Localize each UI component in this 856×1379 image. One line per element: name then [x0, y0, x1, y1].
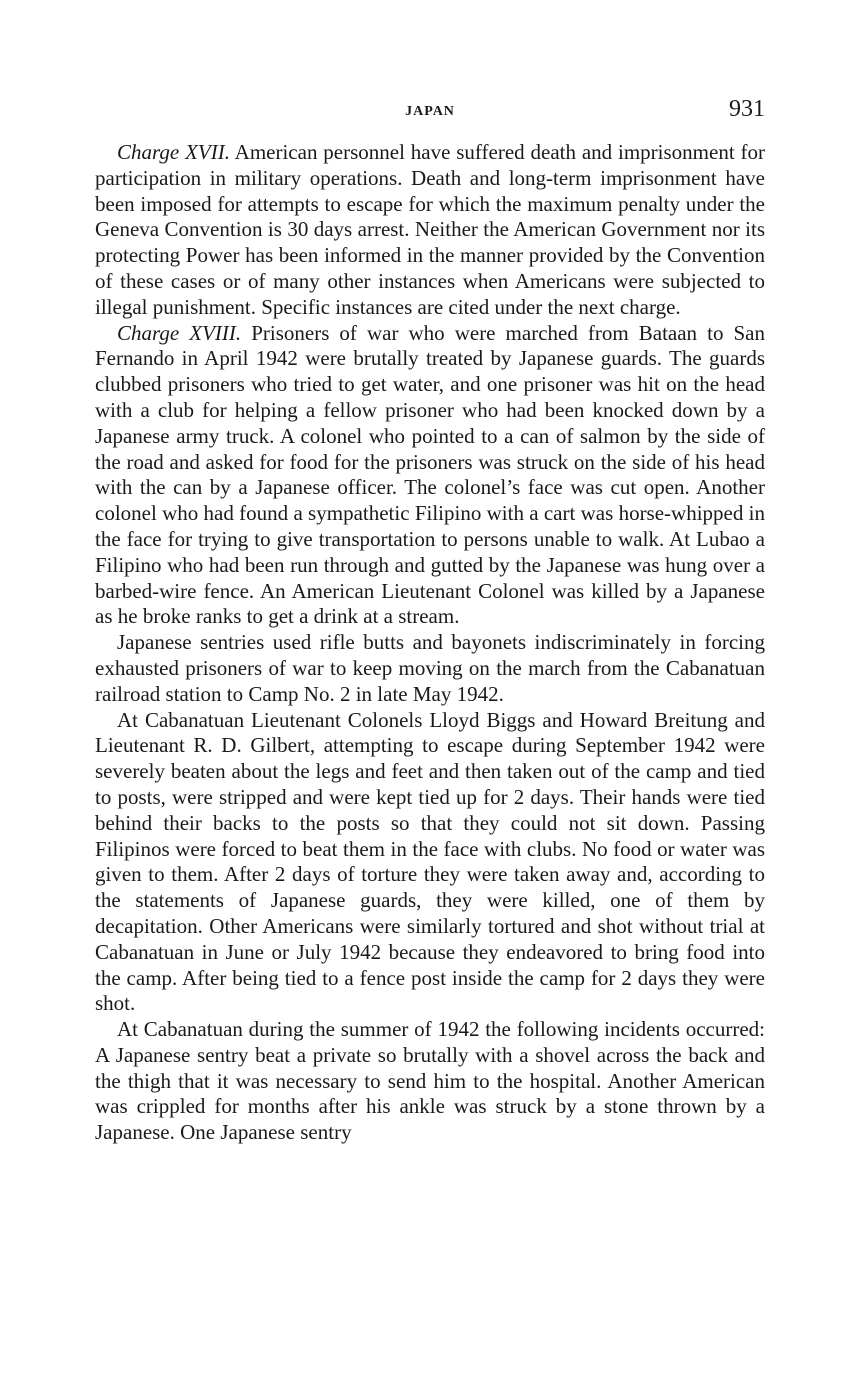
paragraph: At Cabanatuan Lieutenant Colonels Lloyd Biggs and Howard Breitung and Lieutenant R. D. Gilbert, attempting to escape during September 1942 were severely beaten about the legs and feet and then taken out of the camp and tied to posts, were stripped and were kept tied up for 2 days. Their hands were tied behind their backs to the posts so that they could not sit down. Passing Filipinos were forced to beat them in the face with clubs. No food or water was given to them. After 2 days of torture they were taken away and, according to the statements of Japanese guards, they were killed, one of them by decapitation. Other Americans were similarly tortured and shot without trial at Cabanatuan in June or July 1942 because they endeavored to bring food into the camp. After being tied to a fence post inside the camp for 2 days they were shot. [95, 707, 765, 1016]
paragraph-charge-xviii [95, 321, 765, 631]
charge-label: Charge XVII. [117, 140, 230, 164]
paragraph: Japanese sentries used rifle butts and bayonets indiscriminately in forcing exhausted prisoners of war to keep moving on the march from the Cabanatuan railroad station to Camp No. 2 in late May 1942. [95, 630, 765, 706]
paragraph: At Cabanatuan during the summer of 1942 the following incidents occurred: A Japanese sentry beat a private so brutally with a shovel across the back and the thigh that it was necessary to send him to the hospital. Another American was crippled for months after his ankle was struck by a stone thrown by a Japanese. One Japanese sentry [95, 1017, 765, 1145]
running-head [95, 96, 765, 126]
page-number: 931 [729, 96, 765, 122]
paragraph-text: Prisoners of war who were marched from Bataan to San Fernando in April 1942 were brutally treated by Japanese guards. The guards clubbed prisoners who tried to get water, and one prisoner was hit on the head with a club for helping a fellow prisoner who had been knocked down by a Japanese army truck. A colonel who pointed to a can of salmon by the side of the road and asked for food for the prisoners was struck on the side of his head with the can by a Japanese officer. The colonel’s face was cut open. Another colonel who had found a sympathetic Filipino with a cart was horse-whipped in the face for trying to give transportation to persons unable to walk. At Lubao a Filipino who had been run through and gutted by the Japanese was hung over a barbed-wire fence. An American Lieutenant Colonel was killed by a Japanese as he broke ranks to get a drink at a stream. [95, 320, 765, 629]
running-title: JAPAN [405, 104, 455, 119]
paragraph-text: American personnel have suffered death and imprisonment for participation in military operations. Death and long-term imprisonment have been imposed for attempts to escape for which the maximum penalty under the Geneva Convention is 30 days arrest. Neither the American Government nor its protecting Power has been informed in the manner provided by the Convention of these cases or of many other instances when Americans were subjected to illegal punishment. Specific instances are cited under the next charge. [95, 140, 765, 319]
body-text [95, 140, 765, 1146]
charge-label: Charge XVIII. [117, 320, 242, 345]
paragraph-charge-xvii [95, 140, 765, 321]
